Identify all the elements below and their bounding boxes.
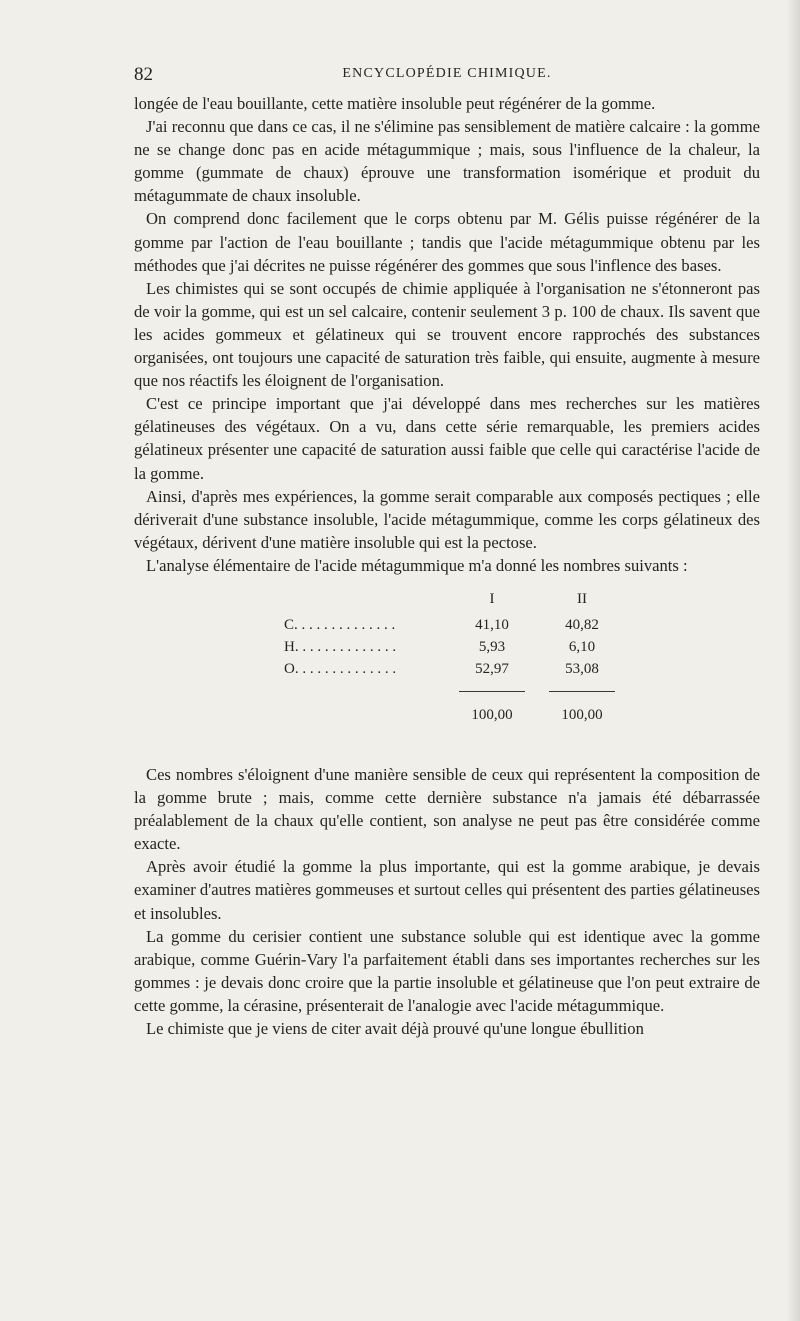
total-i: 100,00	[471, 706, 513, 723]
paragraph: La gomme du cerisier contient une substance soluble qui est identique avec la gomme arabique, comme Guérin-Vary l'a parfaitement établi dans ses importantes recherches sur les gommes : je devais donc croire que la partie insoluble et gélatineuse que l'on peut extraire de cette gomme, la cérasine, présenterait de l'analogie avec l'acide métagummique.	[134, 926, 760, 1015]
row-label-o: O. . . . . . . . . . . . . .	[284, 660, 397, 677]
paragraph: Le chimiste que je viens de citer avait déjà prouvé qu'une longue ébullition	[146, 1019, 644, 1038]
cell-c-ii: 40,82	[565, 616, 599, 633]
body-text-bottom	[134, 763, 760, 1040]
sum-rule-i	[459, 691, 525, 692]
sum-rule-ii	[549, 691, 615, 692]
paragraph: L'analyse élémentaire de l'acide métagummique m'a donné les nombres suivants :	[146, 555, 688, 575]
running-title: ENCYCLOPÉDIE CHIMIQUE.	[342, 66, 552, 81]
paragraph: Ainsi, d'après mes expériences, la gomme serait comparable aux composés pectiques ; elle dériverait d'une substance insoluble, l'acide métagummique, comme les corps gélatineux des végétaux, dérivent d'une matière insoluble qui est la pectose.	[134, 486, 760, 552]
paragraph: Les chimistes qui se sont occupés de chimie appliquée à l'organisation ne s'étonneront pas de voir la gomme, qui est un sel calcaire, contenir seulement 3 p. 100 de chaux. Ils savent que les acides gommeux et gélatineux qui se trouvent encore rapprochés des substances organisées, ont toujours une capacité de saturation très faible, qui ensuite, augmente à mesure que nos réactifs les éloignent de l'organisation.	[134, 278, 760, 391]
page-edge-shadow	[786, 0, 800, 1321]
cell-o-i: 52,97	[475, 660, 509, 677]
page-header	[134, 58, 760, 92]
column-header-ii: II	[577, 590, 587, 607]
total-ii: 100,00	[561, 706, 603, 723]
paragraph: Ces nombres s'éloignent d'une manière sensible de ceux qui représentent la composition de la gomme brute ; mais, comme cette dernière substance n'a jamais été débarrassée préalablement de la chaux qu'elle contient, son analyse ne peut pas être considérée comme exacte.	[134, 764, 760, 854]
paragraph: Après avoir étudié la gomme la plus importante, qui est la gomme arabique, je devais examiner d'autres matières gommeuses et surtout celles qui présentent des parties gélatineuses et insolubles.	[134, 857, 760, 923]
paragraph: On comprend donc facilement que le corps obtenu par M. Gélis puisse régénérer de la gomme par l'action de l'eau bouillante ; tandis que l'acide métagummique obtenu par les méthodes que j'ai décrites ne puisse régénérer des gommes que sous l'inflence des bases.	[134, 209, 760, 275]
cell-h-ii: 6,10	[568, 638, 596, 655]
paragraph: J'ai reconnu que dans ce cas, il ne s'élimine pas sensiblement de matière calcaire : la gomme ne se change donc pas en acide métagummique ; mais, sous l'influence de la chaleur, la gomme (gummate de chaux) éprouve une transformation isomérique et produit du métagummate de chaux insoluble.	[134, 117, 760, 206]
page-number: 82	[134, 64, 153, 85]
cell-c-i: 41,10	[475, 616, 509, 633]
cell-o-ii: 53,08	[565, 660, 599, 677]
analysis-table	[134, 591, 760, 753]
row-label-h: H. . . . . . . . . . . . . .	[284, 638, 397, 655]
row-label-c: C. . . . . . . . . . . . . .	[284, 616, 396, 633]
cell-h-i: 5,93	[478, 638, 506, 655]
paragraph: C'est ce principe important que j'ai développé dans mes recherches sur les matières gélatineuses des végétaux. On a vu, dans cette série remarquable, les premiers acides gélatineux présenter une capacité de saturation aussi faible que celle qui caractérise l'acide de la gomme.	[134, 394, 760, 483]
paragraph: longée de l'eau bouillante, cette matière insoluble peut régénérer de la gomme.	[134, 94, 656, 113]
body-text-top	[134, 92, 760, 577]
column-header-i: I	[489, 590, 495, 607]
